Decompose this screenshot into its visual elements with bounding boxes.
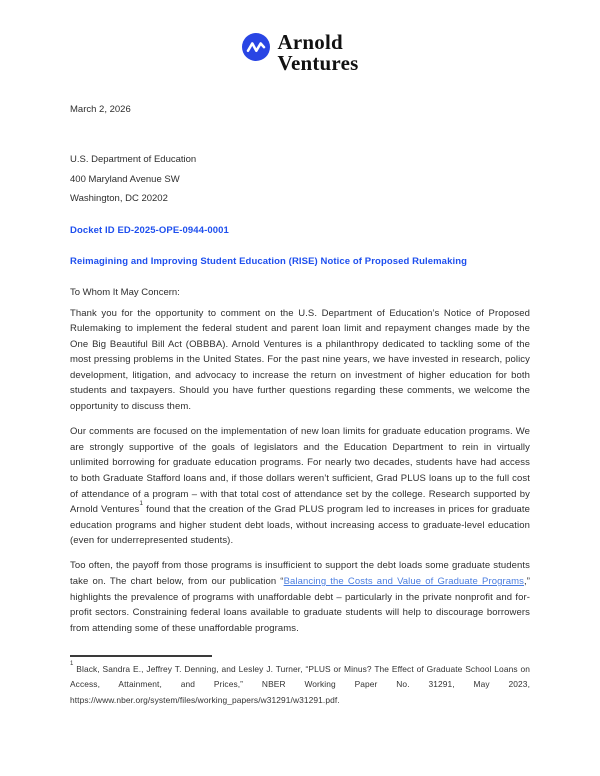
wordmark-line1: Arnold [277, 30, 343, 54]
arnold-ventures-logo-icon [242, 33, 270, 61]
recipient-address [70, 150, 530, 209]
arnold-ventures-wordmark [278, 32, 359, 74]
publication-link[interactable]: Balancing the Costs and Value of Graduate Programs [283, 576, 524, 587]
subject-line: Reimagining and Improving Student Education (RISE) Notice of Proposed Rulemaking [70, 255, 467, 267]
footnote-separator [70, 655, 212, 657]
wordmark-line2: Ventures [277, 51, 359, 75]
footnote-text [70, 662, 530, 708]
paragraph-3-text-after-link: ,” highlights the prevalence of programs with unaffordable debt – particularly in the private nonprofit and for-profit sectors. Constraining federal loans available to graduate students will help to discourage borrowers from attending some of these unaffordable programs. [70, 576, 530, 634]
paragraph-3-text-before-link: Too often, the payoff from those programs is insufficient to support the debt loads some graduate students take on. The chart below, from our publication “ [70, 560, 530, 587]
paragraph-2-text-before-footnote-ref: Our comments are focused on the implementation of new loan limits for graduate education programs. We are strongly supportive of the goals of legislators and the Education Department to rein in virtually unlimited borrowing for graduate education programs. For nearly two decades, students have had access to both Graduate Stafford loans and, if those dollars weren’t sufficient, Grad PLUS loans up to the full cost of attendance of a program – with that total cost of attendance set by the college. Research supported by Arnold Ventures [70, 426, 530, 516]
paragraph-2-text-after-footnote-ref: found that the creation of the Grad PLUS program led to increases in prices for graduate education programs and higher student debt loads, without increasing access to graduate-level education (even for underrepresented students). [70, 504, 530, 547]
body-paragraph-2 [70, 424, 530, 549]
footnote-marker: 1 [70, 661, 74, 668]
recipient-line-1: U.S. Department of Education [70, 154, 197, 165]
footnote-reference-marker: 1 [139, 499, 144, 507]
recipient-line-2: 400 Maryland Avenue SW [70, 173, 180, 185]
recipient-line-3: Washington, DC 20202 [70, 193, 168, 204]
footnote-citation: Black, Sandra E., Jeffrey T. Denning, and Lesley J. Turner, “PLUS or Minus? The Effect of Graduate School Loans on Access, Attainment, and Prices,” NBER Working Paper No. 31291, May 2023, https://www.nber.org/system/files/working_papers/w31291/w31291.pdf. [70, 664, 530, 705]
body-paragraph-1 [70, 306, 530, 415]
docket-id: Docket ID ED-2025-OPE-0944-0001 [70, 224, 229, 236]
salutation: To Whom It May Concern: [70, 286, 180, 298]
paragraph-1-text: Thank you for the opportunity to comment on the U.S. Department of Education’s Notice of Proposed Rulemaking to implement the federal student and parent loan limit and repayment changes made by the One Big Beautiful Bill Act (OBBBA). Arnold Ventures is a philanthropy dedicated to tackling some of the most pressing problems in the United States. For the past nine years, we have invested in research, policy development, litigation, and advocacy to increase the return on investment of higher education for both students and taxpayers. Should you have further questions regarding these comments, we welcome the opportunity to discuss them. [70, 307, 530, 413]
letter-date: March 2, 2026 [70, 104, 131, 115]
body-paragraph-3 [70, 558, 530, 636]
footnote-block [70, 655, 530, 708]
arnold-ventures-logo [70, 30, 530, 78]
